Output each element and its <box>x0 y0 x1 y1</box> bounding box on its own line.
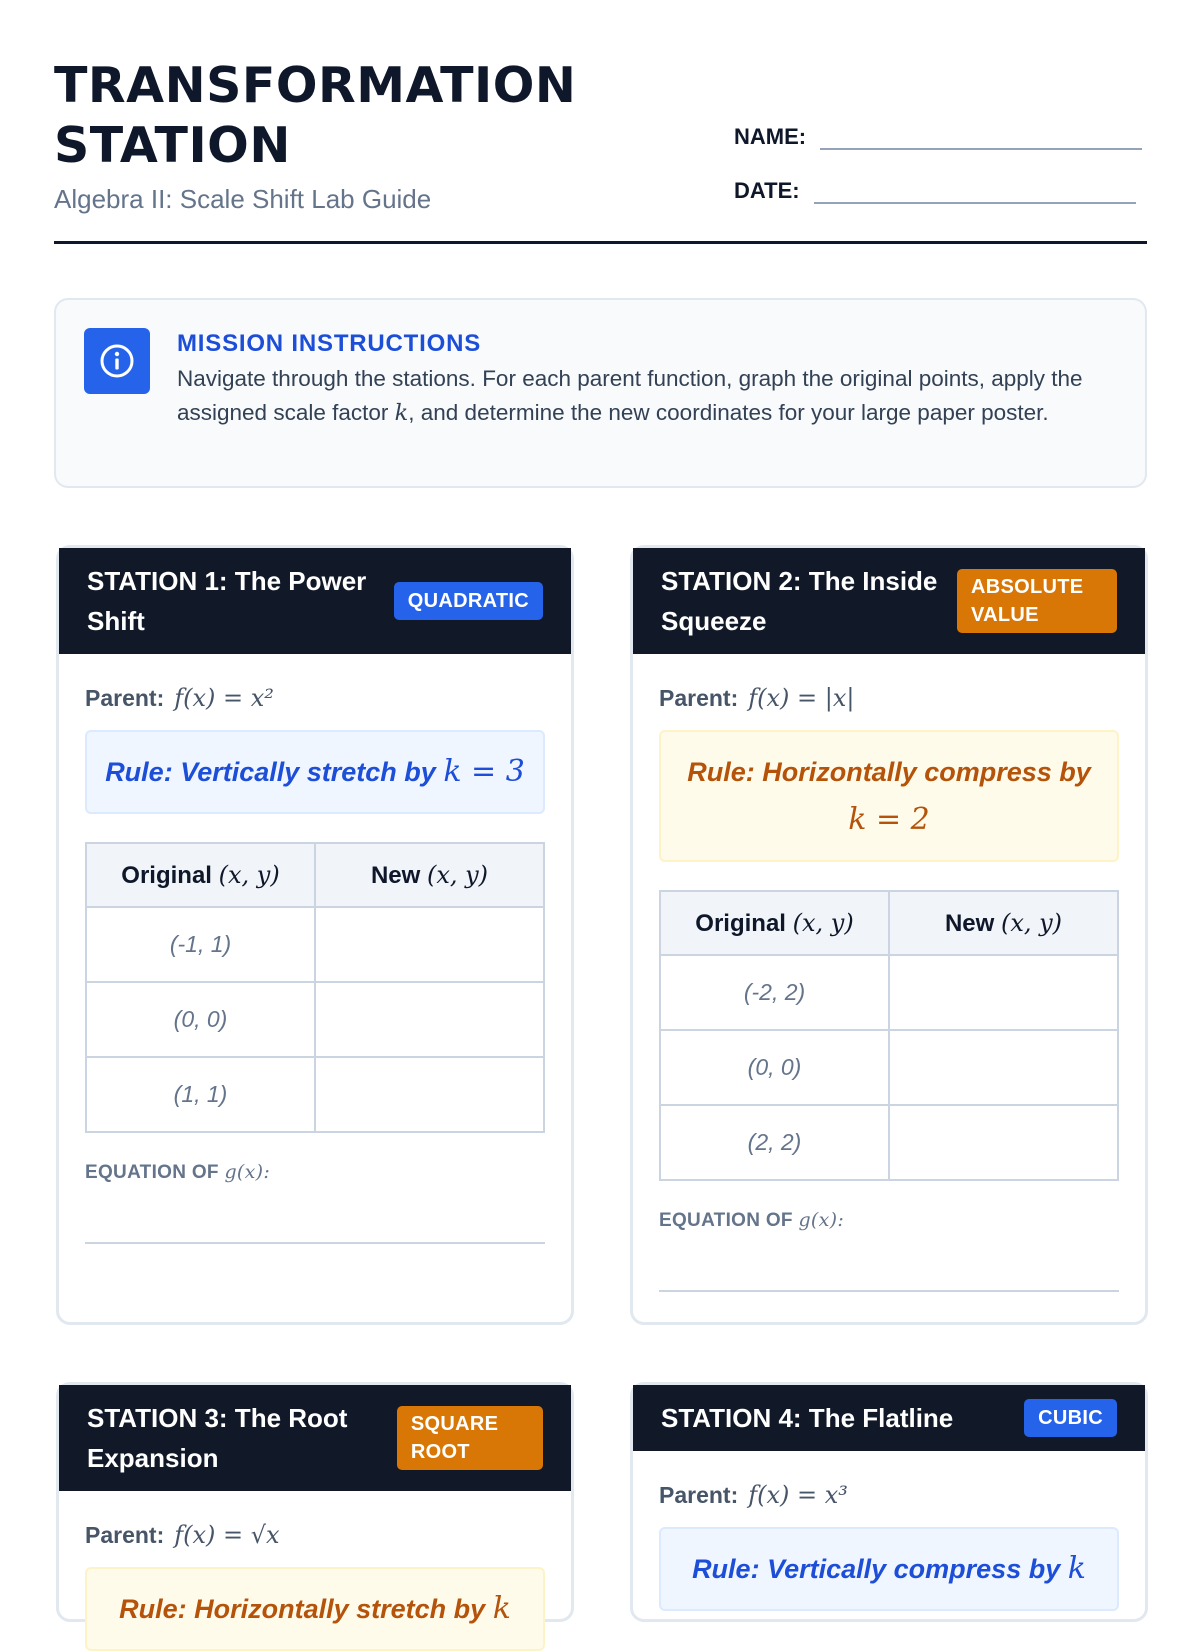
rule-equation: k <box>492 1591 511 1626</box>
station-title: STATION 3: The Root Expansion <box>87 1403 348 1473</box>
station-badge: ABSOLUTE VALUE <box>957 569 1117 633</box>
original-point: (1, 1) <box>86 1057 315 1132</box>
station-header <box>633 548 1145 654</box>
station-card-1 <box>56 545 574 1325</box>
table-row <box>660 1105 1118 1180</box>
mission-instructions <box>54 298 1147 488</box>
col-original: Original (x, y) <box>660 891 889 955</box>
mission-text-var: k <box>394 400 409 426</box>
name-row <box>734 124 1142 150</box>
rule-equation: k = 2 <box>848 802 930 837</box>
parent-equation: f(x) = x³ <box>748 1481 848 1509</box>
table-row <box>86 1057 544 1132</box>
station-card-2 <box>630 545 1148 1325</box>
rule-box <box>85 730 545 814</box>
station-title: STATION 4: The Flatline <box>661 1403 954 1433</box>
info-icon <box>84 328 150 394</box>
rule-text: Rule: Horizontally stretch by <box>119 1594 486 1624</box>
points-table <box>85 842 545 1133</box>
original-point: (-2, 2) <box>660 955 889 1030</box>
table-row <box>86 907 544 982</box>
title-line-2: STATION <box>54 117 291 174</box>
parent-label: Parent: <box>659 684 739 711</box>
original-point: (-1, 1) <box>86 907 315 982</box>
new-point-cell[interactable] <box>315 1057 544 1132</box>
station-title: STATION 2: The Inside Squeeze <box>661 566 938 636</box>
worksheet-header <box>54 56 1147 244</box>
date-row <box>734 178 1136 204</box>
new-point-cell[interactable] <box>889 955 1118 1030</box>
mission-title: MISSION INSTRUCTIONS <box>177 330 482 357</box>
parent-function <box>85 682 545 714</box>
new-point-cell[interactable] <box>889 1030 1118 1105</box>
rule-equation: k <box>1067 1551 1086 1586</box>
name-field[interactable] <box>820 124 1142 150</box>
rule-box <box>659 1527 1119 1611</box>
new-point-cell[interactable] <box>889 1105 1118 1180</box>
table-row <box>660 1030 1118 1105</box>
subtitle: Algebra II: Scale Shift Lab Guide <box>54 184 432 214</box>
rule-text: Rule: Horizontally compress by <box>687 757 1091 787</box>
station-badge: CUBIC <box>1024 1399 1117 1437</box>
rule-text: Rule: Vertically compress by <box>692 1554 1061 1584</box>
parent-equation: f(x) = √x <box>174 1521 280 1549</box>
mission-text-after: , and determine the new coordinates for your large paper poster. <box>408 400 1049 425</box>
station-badge: QUADRATIC <box>394 582 543 620</box>
parent-equation: f(x) = |x| <box>748 684 855 712</box>
title-line-1: TRANSFORMATION <box>54 57 577 114</box>
station-header <box>59 1385 571 1491</box>
parent-function <box>659 1479 1119 1511</box>
rule-equation: k = 3 <box>443 754 525 789</box>
table-row <box>660 955 1118 1030</box>
new-point-cell[interactable] <box>315 907 544 982</box>
equation-answer-line[interactable] <box>85 1242 545 1244</box>
mission-text <box>177 362 1117 430</box>
equation-answer-line[interactable] <box>659 1290 1119 1292</box>
points-table <box>659 890 1119 1181</box>
date-label: DATE: <box>734 178 800 203</box>
new-point-cell[interactable] <box>315 982 544 1057</box>
mission-text-before: Navigate through the stations. For each parent function, graph the original points, apply the assigned scale factor <box>177 366 1083 425</box>
parent-label: Parent: <box>659 1481 739 1508</box>
parent-function <box>85 1519 545 1551</box>
parent-function <box>659 682 1119 714</box>
equation-label: EQUATION OF g(x): <box>659 1209 845 1231</box>
parent-label: Parent: <box>85 1521 165 1548</box>
col-original: Original (x, y) <box>86 843 315 907</box>
table-row <box>86 982 544 1057</box>
col-new: New (x, y) <box>889 891 1118 955</box>
original-point: (0, 0) <box>86 982 315 1057</box>
station-header <box>633 1385 1145 1451</box>
rule-text: Rule: Vertically stretch by <box>105 757 436 787</box>
parent-equation: f(x) = x² <box>174 684 274 712</box>
rule-box <box>659 730 1119 862</box>
station-card-3 <box>56 1382 574 1626</box>
name-label: NAME: <box>734 124 807 149</box>
original-point: (2, 2) <box>660 1105 889 1180</box>
parent-label: Parent: <box>85 684 165 711</box>
station-card-4 <box>630 1382 1148 1622</box>
station-badge: SQUARE ROOT <box>397 1406 543 1470</box>
date-field[interactable] <box>814 178 1136 204</box>
original-point: (0, 0) <box>660 1030 889 1105</box>
col-new: New (x, y) <box>315 843 544 907</box>
rule-box <box>85 1567 545 1651</box>
equation-label: EQUATION OF g(x): <box>85 1161 271 1183</box>
station-title: STATION 1: The Power Shift <box>87 566 367 636</box>
station-header <box>59 548 571 654</box>
